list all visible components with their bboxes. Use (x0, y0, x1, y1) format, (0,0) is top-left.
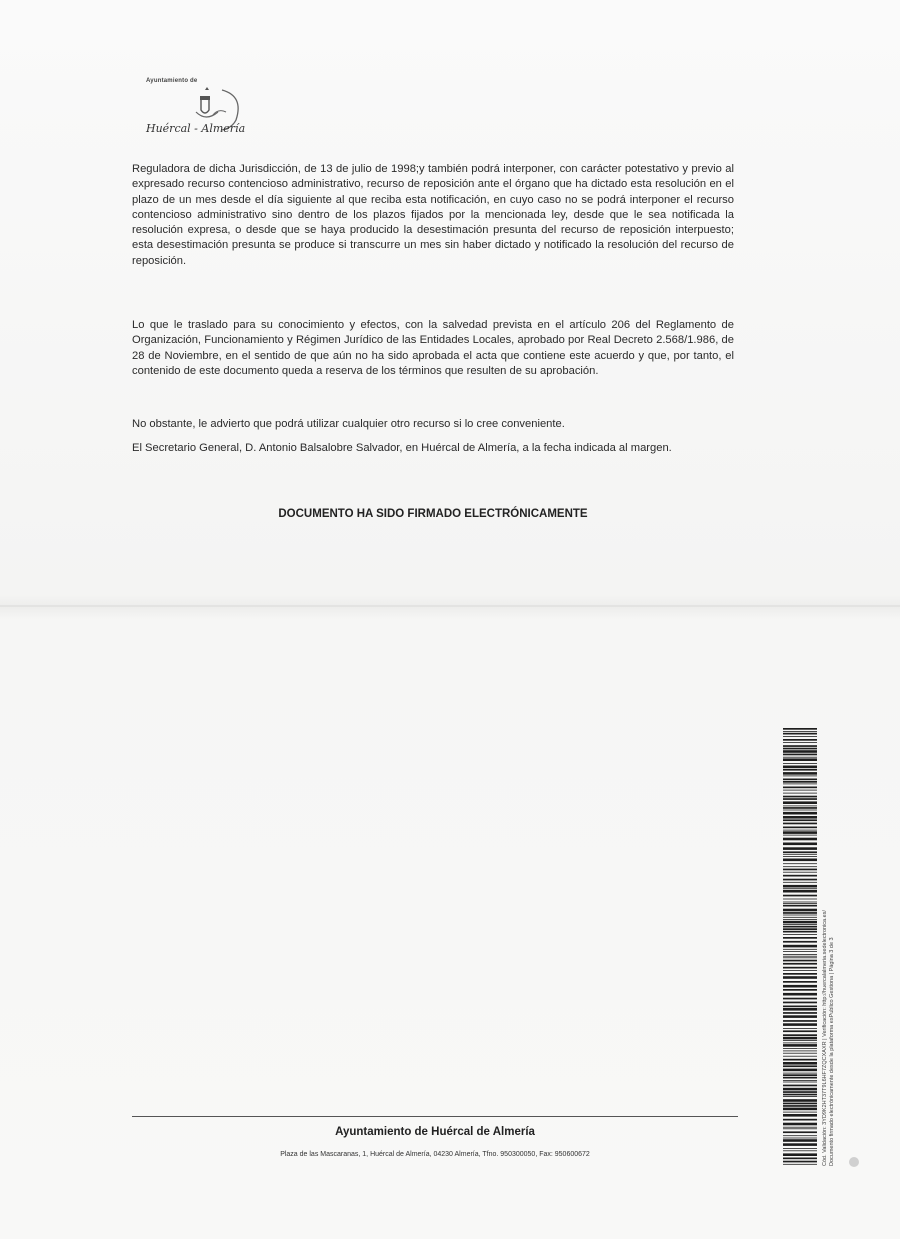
barcode-bar (783, 1028, 817, 1029)
barcode-bar (783, 903, 817, 904)
barcode-bar (783, 763, 817, 764)
footer-divider (132, 1116, 738, 1117)
barcode-bar (783, 1112, 817, 1113)
barcode-bar (783, 973, 817, 975)
barcode-bar (783, 909, 817, 912)
barcode-bar (783, 784, 817, 785)
barcode-bar (783, 967, 817, 969)
barcode-bar (783, 736, 817, 737)
barcode-bar (783, 1135, 817, 1136)
barcode-bar (783, 1158, 817, 1160)
barcode-bar (783, 859, 817, 862)
barcode-bar (783, 766, 817, 769)
paragraph-recurso: Reguladora de dicha Jurisdicción, de 13 de julio de 1998;y también podrá interponer, con carácter potestativo y previo al expresado recurso contencioso administrativo, recurso de reposición ante el órgano que ha dictado esta resolución en el plazo de un mes desde el día siguiente al que reciba esta notificación, en cuyo caso no se podrá interponer el recurso contencioso administrativo sino dentro de los plazos fijados por la mencionada ley, desde que le sea notificada la resolución expresa, o desde que se haya producido la desestimación presunta del recurso de reposición interpuesto; esta desestimación presunta se produce si transcurre un mes sin haber dictado y notificado la resolución del recurso de reposición. (132, 163, 734, 267)
barcode-bar (783, 806, 817, 807)
barcode-bar (783, 863, 817, 864)
barcode-bar (783, 949, 817, 950)
barcode-bar (783, 915, 817, 916)
barcode-bar (783, 1123, 817, 1126)
barcode-bar (783, 1015, 817, 1018)
barcode-bar (783, 1069, 817, 1072)
barcode-bar (783, 1119, 817, 1121)
barcode-bar (783, 981, 817, 983)
barcode-bar (783, 801, 817, 804)
barcode-bar (783, 758, 817, 761)
barcode-bar (783, 1012, 817, 1014)
barcode-bar (783, 1082, 817, 1083)
barcode-bar (783, 1062, 817, 1065)
barcode-bar (783, 851, 817, 853)
logo-title: Ayuntamiento de (146, 78, 198, 84)
barcode-bar (783, 917, 817, 918)
verification-line-2: Documento firmado electrónicamente desde la plataforma esPublico Gestiona | Página 3 de 3 (828, 937, 835, 1166)
barcode-bar (783, 956, 817, 957)
barcode-bar (783, 912, 817, 914)
barcode-bar (783, 1161, 817, 1163)
barcode-bar (783, 807, 817, 809)
barcode-bar (783, 1096, 817, 1097)
barcode-bar (783, 812, 817, 815)
barcode-bar (783, 1048, 817, 1049)
barcode-bar (783, 1094, 817, 1096)
stamp-mark-icon (849, 1157, 859, 1167)
barcode-bar (783, 931, 817, 933)
barcode-bar (783, 1148, 817, 1149)
barcode-bar (783, 731, 817, 732)
barcode-bar (783, 1040, 817, 1041)
barcode-bar (783, 776, 817, 777)
barcode-bar (783, 830, 817, 831)
barcode-bar (783, 1108, 817, 1111)
footer-address: Plaza de las Mascaranas, 1, Huércal de Almería, 04230 Almería, Tfno. 950300050, Fax: 950600672 (280, 1151, 590, 1158)
barcode-bar (783, 998, 817, 1000)
barcode-bar (783, 819, 817, 821)
barcode-bar (783, 1044, 817, 1047)
barcode-bar (783, 963, 817, 965)
barcode-bar (783, 793, 817, 794)
barcode-bar (783, 838, 817, 841)
margin-verification-text (822, 728, 835, 1166)
barcode-bar (783, 934, 817, 935)
barcode-bar (783, 1056, 817, 1057)
barcode-bar (783, 748, 817, 750)
barcode-bar (783, 1153, 817, 1156)
barcode-bar (783, 1073, 817, 1074)
barcode-bar (783, 890, 817, 893)
barcode-bar (783, 885, 817, 888)
barcode-bar (783, 951, 817, 952)
barcode-bar (783, 754, 817, 756)
barcode-bar (783, 816, 817, 819)
barcode-bar (783, 937, 817, 939)
barcode-bar (783, 835, 817, 836)
barcode-bar (783, 1077, 817, 1079)
barcode-bar (783, 875, 817, 877)
barcode-bar (783, 1053, 817, 1054)
barcode-bar (783, 854, 817, 855)
barcode-bar (783, 728, 817, 730)
barcode-bar (783, 1043, 817, 1044)
barcode-bar (783, 1128, 817, 1129)
barcode-bar (783, 879, 817, 881)
barcode-bar (783, 1020, 817, 1022)
barcode-bar (783, 895, 817, 897)
barcode-bar (783, 1139, 817, 1142)
barcode-bar (783, 823, 817, 825)
barcode-bar (783, 926, 817, 928)
barcode-bar (783, 1002, 817, 1004)
barcode-bar (783, 970, 817, 971)
barcode-bar (783, 1150, 817, 1151)
barcode-bar (783, 869, 817, 871)
barcode-bar (783, 769, 817, 771)
barcode-bar (783, 733, 817, 735)
barcode-icon (783, 728, 817, 1166)
barcode-bar (783, 1034, 817, 1036)
barcode-bar (783, 919, 817, 920)
barcode-bar (783, 976, 817, 979)
barcode-bar (783, 989, 817, 991)
barcode-bar (783, 827, 817, 829)
barcode-bar (783, 1103, 817, 1105)
barcode-bar (783, 1164, 817, 1165)
barcode-bar (783, 1059, 817, 1061)
electronic-signature-notice: DOCUMENTO HA SIDO FIRMADO ELECTRÓNICAMENTE (278, 508, 588, 520)
barcode-bar (783, 1127, 817, 1128)
barcode-bar (783, 781, 817, 783)
page-fold-line (0, 605, 900, 607)
barcode-bar (783, 1006, 817, 1008)
barcode-bar (783, 790, 817, 791)
barcode-bar (783, 1051, 817, 1052)
barcode-bar (783, 1088, 817, 1091)
barcode-bar (783, 739, 817, 741)
barcode-bar (783, 1138, 817, 1139)
barcode-bar (783, 1074, 817, 1076)
barcode-bar (783, 1030, 817, 1032)
barcode-bar (783, 843, 817, 846)
footer-organization: Ayuntamiento de Huércal de Almería (335, 1126, 535, 1138)
barcode-bar (783, 941, 817, 943)
paragraph-advertencia: No obstante, le advierto que podrá utilizar cualquier otro recurso si lo cree conveniente. (132, 418, 565, 430)
verification-line-1: Cód. Validación: 3YD9K2HT37T9L6HF7ZQCXAXR | Verificación: http://huercalalmeria.sedelectronica.es/ (822, 910, 828, 1166)
barcode-bar (783, 1065, 817, 1067)
barcode-bar (783, 985, 817, 988)
barcode-bar (783, 993, 817, 996)
barcode-bar (783, 921, 817, 924)
barcode-bar (783, 1023, 817, 1026)
barcode-bar (783, 888, 817, 889)
paragraph-secretario: El Secretario General, D. Antonio Balsalobre Salvador, en Huércal de Almería, a la fecha indicada al margen. (132, 442, 672, 454)
barcode-bar (783, 882, 817, 883)
barcode-bar (783, 810, 817, 811)
barcode-bar (783, 1080, 817, 1081)
barcode-bar (783, 772, 817, 775)
municipal-logo (140, 78, 265, 143)
barcode-bar (783, 847, 817, 850)
barcode-bar (783, 1099, 817, 1102)
barcode-bar (783, 924, 817, 925)
barcode-bar (783, 866, 817, 867)
barcode-bar (783, 905, 817, 907)
barcode-bar (783, 1085, 817, 1087)
barcode-bar (783, 1114, 817, 1117)
barcode-bar (783, 928, 817, 930)
barcode-bar (783, 856, 817, 857)
logo-script-text: Huércal - Almería (146, 122, 246, 135)
barcode-bar (783, 831, 817, 834)
barcode-bar (783, 872, 817, 873)
barcode-bar (783, 796, 817, 798)
barcode-bar (783, 750, 817, 753)
barcode-bar (783, 757, 817, 758)
barcode-bar (783, 899, 817, 900)
barcode-bar (783, 960, 817, 962)
barcode-bar (783, 954, 817, 955)
paragraph-traslado: Lo que le traslado para su conocimiento y efectos, con la salvedad prevista en el artículo 206 del Reglamento de Organización, Funcionamiento y Régimen Jurídico de las Entidades Locales, aprobado por Real Decreto 2.568/1.986, de 28 de Noviembre, en el sentido de que aún no ha sido aprobada el acta que contiene este acuerdo y que, por tanto, el contenido de este documento queda a reserva de los términos que resulten de su aprobación. (132, 319, 734, 377)
barcode-bar (783, 957, 817, 958)
barcode-bar (783, 798, 817, 800)
barcode-bar (783, 1037, 817, 1040)
barcode-bar (783, 779, 817, 781)
barcode-bar (783, 787, 817, 789)
barcode-bar (783, 742, 817, 743)
barcode-bar (783, 1143, 817, 1146)
barcode-bar (783, 1091, 817, 1093)
barcode-bar (783, 945, 817, 948)
barcode-bar (783, 745, 817, 747)
barcode-bar (783, 902, 817, 903)
barcode-bar (783, 1008, 817, 1011)
barcode-bar (783, 1131, 817, 1133)
barcode-bar (783, 1105, 817, 1107)
